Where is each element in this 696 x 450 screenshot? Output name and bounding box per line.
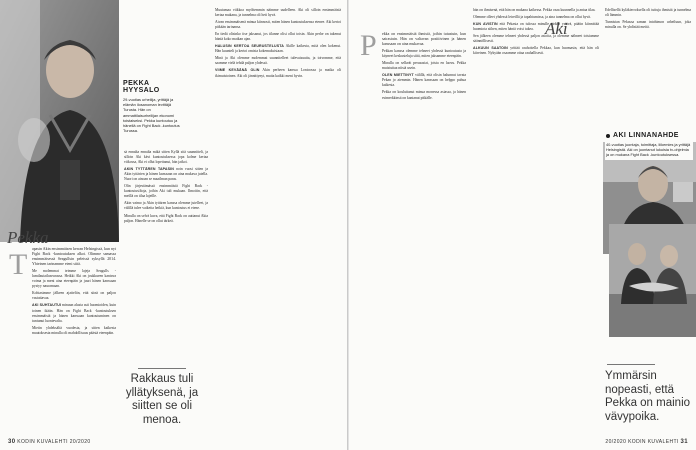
left-col3-paragraph: Aivan ensimmäisenä minua kiinnosti, miten hänen kuntoutuksensa etenee. Aki kertoi pitkään tarinansa. — [215, 20, 341, 30]
aki-profile-name-row — [606, 132, 692, 139]
pekka-portrait-image — [0, 0, 119, 242]
right-pull-rule — [607, 364, 655, 365]
pekka-headline-word: Pekka — [7, 228, 49, 247]
right-col2-paragraph: että Pekasta on tulossa minulle tärkeä ystävä, päätin kiinnittää huomiota siihen, miten häntä voisi tukea. — [473, 22, 599, 32]
left-column-3 — [215, 8, 341, 81]
right-footer — [605, 439, 688, 445]
left-footer — [8, 439, 91, 445]
aki-headline-word: Aki — [545, 19, 568, 38]
pekka-profile-name: PEKKA HYYSALO — [123, 80, 160, 94]
right-col1-paragraph: Minulla on selkeät perusasiat, joista en luovu. Pekka muistuttaa niistä usein. — [382, 61, 466, 71]
aki-profile-text: 40-vuotias juontaja, toimittaja, liikemies ja yrittäjä Helsingistä. Aki on juontanut lukuisia tv-ohjelmia ja on mukana Fight Back -kuntoutuksessa. — [606, 142, 691, 158]
left-col1-subhead: AKI SUHTAUTUI — [32, 303, 62, 308]
right-col2-subhead: ALKUUN SAATOIN — [473, 46, 508, 51]
right-col2-paragraph: yrittää rauhoitella Pekkaa, kun huomasin, että hän oli kiireinen. Nykyään osaamme ottaa rauhallisesti. — [473, 46, 600, 56]
left-col3-subhead: VIIME KEVÄÄNÄ OLIN — [215, 68, 260, 73]
pekka-profile-box — [123, 80, 181, 133]
right-page-number: 31 — [680, 439, 688, 445]
bullet-icon — [606, 134, 610, 138]
left-page-number: 30 — [8, 439, 16, 445]
right-column-1 — [382, 32, 466, 103]
right-col1-lead: ekka on ensimmäisiä ihmisiä, joihin tutustuin, kun sairastuin. Hän on valtavan positiivinen ja hänen kanssaan on aina mukavaa. — [382, 32, 466, 47]
fishing-scene-image — [609, 224, 696, 337]
left-pull-rule — [138, 368, 186, 369]
right-col1-paragraph: välillä, että olisin halunnut tavata Pekan jo aiemmin. Hänen kanssaan on helppo puhua kaikesta. — [382, 73, 466, 88]
left-col1-paragraph: minuun alusta asti huomioiden, kuin toinen ikään. Hän on Fight Back -kuntoutuksen ensimmäisiä ja hänen kanssaan kuntoutuminen on tuntunut luontevalta. — [32, 303, 117, 323]
fishing-photo — [609, 224, 696, 337]
pekka-photo — [0, 0, 119, 242]
left-dropcap: T — [9, 248, 28, 281]
left-col2-paragraph: sä ennalta ennalta mikä sitten Kyllä sitä suunnitteli, ja silloin Aki kävi kuntoutuksessa jopa kolme kertaa viikossa, Aki ei ollut lopettanut, hän jatkoi. — [124, 150, 208, 165]
right-col2-subhead: KUN AVISTIN — [473, 22, 498, 27]
left-col2-paragraph: noin vuosi sitten ja Akin tyttärien ja hänen kanssaan on aina mukava jutella. Nuori on ainoan se maailman paras. — [124, 167, 208, 182]
left-col1-paragraph: Kohtasimme jälkeen ajatteliin, että siinä on paljon vastattavaa. — [32, 291, 116, 301]
right-col1-paragraph: Pekkan kanssa olemme tehneet yhdessä kuntoutusta ja käyneet keskusteluja siitä, miten jaksamme eteenpäin. — [382, 49, 466, 59]
left-column-2 — [124, 150, 208, 226]
left-col2-paragraph: Akin vaimo ja Akin tyttären kanssa olemme jutelleet, ja välillä tulee vaikeita hetkiä, kun kuntoutus ei etene. — [124, 201, 208, 211]
right-pull-quote: Ymmärsin nopeasti, että Pekka on mainio vävypoika. — [605, 370, 691, 423]
right-col1-paragraph: Pekka on kouluttanut minua monessa asiassa, ja hänen esimerkkinsä on kantanut pitkälle. — [382, 90, 466, 100]
left-col1-lead: apasin Akin ensimmäisen kerran Helsingissä, kun nyt Fight Back -kuntoutuksen alkoi. Olimme samassa ensimmäisessä Seagullsin peleissä syksyllä 2014. Yhteinen tarinamme eteni siitä. — [32, 247, 116, 267]
left-footer-label: KODIN KUVALEHTI 20/2020 — [17, 439, 91, 445]
right-footer-label: 20/2020 KODIN KUVALEHTI — [605, 439, 679, 445]
left-col2-paragraph: Minulla on selvä kuva, että Fight Back on auttanut Akia paljon. Hänelle se on ollut tärkeä. — [124, 213, 208, 223]
left-col2-paragraph: Olin järjestämässä ensimmäisiä Fight Back -kuntoutusiltoja, joihin Aki tuli mukaan. Ilmoitin, että meillä on tilaa lajeille. — [124, 184, 208, 199]
right-dropcap: P — [360, 29, 377, 62]
left-pull-quote: Rakkaus tuli yllätyksenä, ja siitten se oli menoa. — [125, 373, 199, 426]
pekka-profile-text: 29-vuotias urheilija, yrittäjä ja elämän ilosanoman levittäjä Turusta. Hän on ammattilaisurheilijan ekonomi toistaiseksi. Pekka kuntoutuu ja hänellä on Fight Back -kuntoutus Turussa. — [123, 97, 180, 134]
left-col1-paragraph: Me molemmat teimme lajeja Seagulls -lumilautailuseurassa. Heikki Aki on joukkueen kantava voima ja meni aina eteenpäin ja juuri hänen kanssaan pystyy nauramaan. — [32, 269, 116, 289]
left-page — [0, 0, 347, 450]
left-col3-paragraph: Akille kaikesta, mitä olen kokenut. Hän kuunteli ja kertoi omista kokemuksistaan. — [215, 44, 341, 54]
left-col3-subhead: HALUSIN KERTOA SEURUSTELUSTA — [215, 44, 284, 49]
right-col3-paragraph: Tunnistan Pekassa saman intohimon urheiluun, joka minulla on. Se yhdistää meitä. — [605, 20, 691, 30]
right-col1-subhead: OLEN MIETTINYT — [382, 73, 414, 78]
left-col3-paragraph: Muutamaa viikkoa myöhemmin näimme uudelleen. Aki oli silloin ensimmäistä kertaa mukana, ja tunnelma oli heti hyvä. — [215, 8, 341, 18]
left-column-1 — [32, 247, 116, 338]
right-col3-paragraph: Edellisellä kyläkierroksella oli tuttuja ihmisiä ja tunnelma oli lämmin. — [605, 8, 691, 18]
right-col2-paragraph: hän on ihmisenä, että hän on mukana kaikessa. Pekka osaa kuunnella ja antaa tilaa. — [473, 8, 596, 12]
right-column-2 — [473, 8, 599, 58]
right-page — [349, 0, 696, 450]
left-col3-paragraph: Akin perheen kanssa Lontoossa ja matka oli ikimuistoinen. Aki oli jännittynyt, mutta kaikki meni hyvin. — [215, 68, 342, 78]
right-column-3 — [605, 8, 691, 32]
left-col2-subhead: AKIN TYTTÄREN TAPASIN — [124, 167, 174, 172]
left-col3-paragraph: Minä ja Aki olemme molemmat suunnitelleet tulevaisuutta, ja toivomme, että saamme vielä tehdä paljon yhdessä. — [215, 56, 341, 66]
aki-profile-name: AKI LINNANAHDE — [613, 132, 679, 139]
aki-profile-box — [605, 130, 693, 160]
right-col2-paragraph: Olemme olleet yhdessä leireillä ja tapahtumissa, ja aina tunnelma on ollut hyvä. — [473, 15, 591, 20]
right-col2-paragraph: Sen jälkeen olemme tehneet yhdessä paljon asioita, ja olemme nähneet toisiamme säännöllisesti. — [473, 34, 599, 44]
left-col1-paragraph: Mietin yhdeksältä vuodesta, ja sitten kaikesta muutoksesta minulla oli mahdollisuus päästä eteenpäin. — [32, 325, 116, 335]
left-col3-paragraph: En tiedä olisinko itse jaksanut, jos tilanne olisi ollut toisin. Akin perhe on tukenut häntä koko matkan ajan. — [215, 32, 341, 42]
